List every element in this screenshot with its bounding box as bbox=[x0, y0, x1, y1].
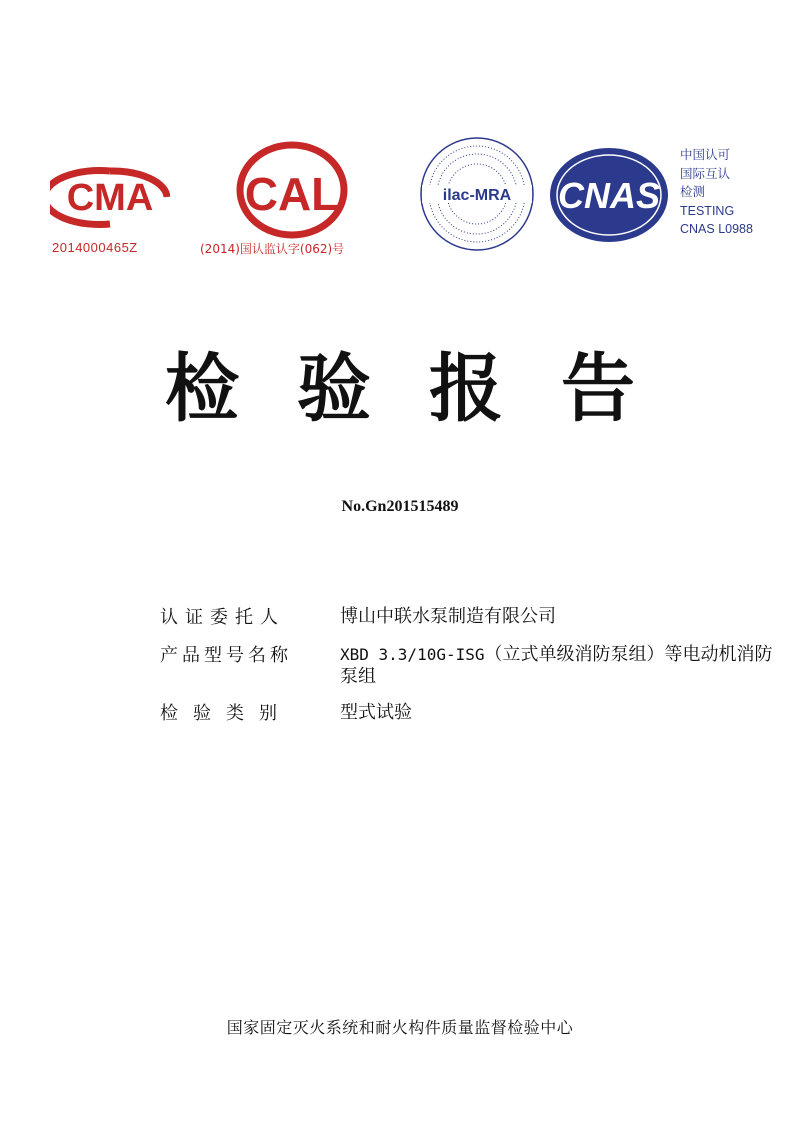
ilac-logo-text: ilac-MRA bbox=[442, 187, 512, 204]
field-row bbox=[160, 606, 780, 630]
field-value: 博山中联水泵制造有限公司 bbox=[340, 606, 556, 627]
field-label: 认证委托人 bbox=[160, 607, 285, 628]
cnas-line: CNAS L0988 bbox=[680, 222, 753, 236]
field-row bbox=[160, 702, 780, 726]
cal-logo bbox=[235, 140, 350, 240]
cma-logo-text: CMA bbox=[66, 177, 154, 219]
field-label: 产品型号名称 bbox=[160, 645, 292, 666]
field-value bbox=[340, 644, 780, 688]
field-label: 检验类别 bbox=[160, 703, 292, 724]
field-row bbox=[160, 644, 780, 688]
product-model: XBD 3.3/10G-ISG bbox=[340, 645, 485, 664]
report-info bbox=[160, 606, 780, 740]
cma-code: 2014000465Z bbox=[52, 240, 138, 255]
cnas-line: 国际互认 bbox=[680, 166, 731, 181]
ilac-mra-logo bbox=[418, 135, 536, 253]
cnas-line: TESTING bbox=[680, 203, 735, 218]
cal-code: (2014)国认监认字(062)号 bbox=[200, 242, 345, 256]
issuing-organization: 国家固定灭火系统和耐火构件质量监督检验中心 bbox=[226, 1018, 574, 1037]
cal-logo-text: CAL bbox=[244, 168, 340, 220]
cnas-accreditation-text bbox=[680, 146, 753, 239]
cma-logo bbox=[50, 165, 170, 230]
field-value: 型式试验 bbox=[340, 702, 412, 723]
cnas-logo-text: CNAS bbox=[557, 175, 661, 216]
product-name: （立式单级消防泵组）等电动机消防泵组 bbox=[340, 644, 773, 687]
cnas-line: 中国认可 bbox=[680, 148, 731, 162]
page-title: 检验报告 bbox=[165, 346, 693, 432]
cnas-logo bbox=[548, 145, 670, 245]
report-number: No.Gn201515489 bbox=[341, 498, 459, 515]
cnas-line: 检测 bbox=[680, 185, 706, 199]
